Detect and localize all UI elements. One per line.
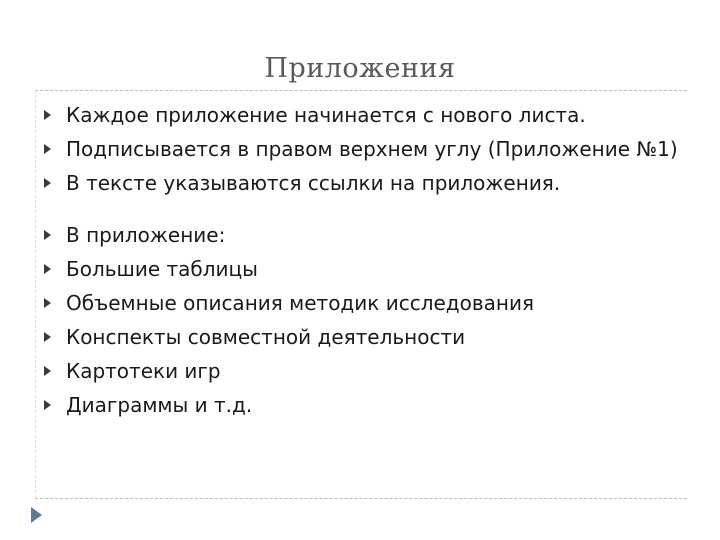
list-item bbox=[40, 103, 680, 127]
triangle-right-icon bbox=[44, 298, 51, 308]
list-item bbox=[40, 171, 680, 195]
left-divider bbox=[35, 90, 36, 498]
list-item bbox=[40, 291, 680, 315]
list-item-text: В тексте указываются ссылки на приложения. bbox=[66, 171, 561, 195]
play-arrow-icon[interactable] bbox=[31, 507, 42, 523]
list-item bbox=[40, 325, 680, 349]
triangle-right-icon bbox=[44, 144, 51, 154]
list-item-text: Конспекты совместной деятельности bbox=[66, 325, 466, 349]
list-item bbox=[40, 137, 680, 161]
triangle-right-icon bbox=[44, 366, 51, 376]
triangle-right-icon bbox=[44, 264, 51, 274]
list-item bbox=[40, 393, 680, 417]
list-item-text: Объемные описания методик исследования bbox=[66, 291, 534, 315]
top-divider bbox=[35, 90, 687, 91]
triangle-right-icon bbox=[44, 230, 51, 240]
triangle-right-icon bbox=[44, 110, 51, 120]
list-item-text: В приложение: bbox=[66, 223, 226, 247]
list-item-text: Подписывается в правом верхнем углу (Приложение №1) bbox=[66, 137, 678, 161]
list-item-text: Картотеки игр bbox=[66, 359, 221, 383]
list-item-text: Каждое приложение начинается с нового листа. bbox=[66, 103, 586, 127]
triangle-right-icon bbox=[44, 332, 51, 342]
triangle-right-icon bbox=[44, 400, 51, 410]
list-item bbox=[40, 359, 680, 383]
list-item-text: Большие таблицы bbox=[66, 257, 258, 281]
triangle-right-icon bbox=[44, 178, 51, 188]
list-item-text: Диаграммы и т.д. bbox=[66, 393, 253, 417]
slide-title: Приложения bbox=[264, 53, 456, 84]
list-item bbox=[40, 223, 680, 247]
list-item bbox=[40, 257, 680, 281]
bottom-divider bbox=[35, 498, 687, 499]
bullet-list bbox=[40, 103, 680, 427]
